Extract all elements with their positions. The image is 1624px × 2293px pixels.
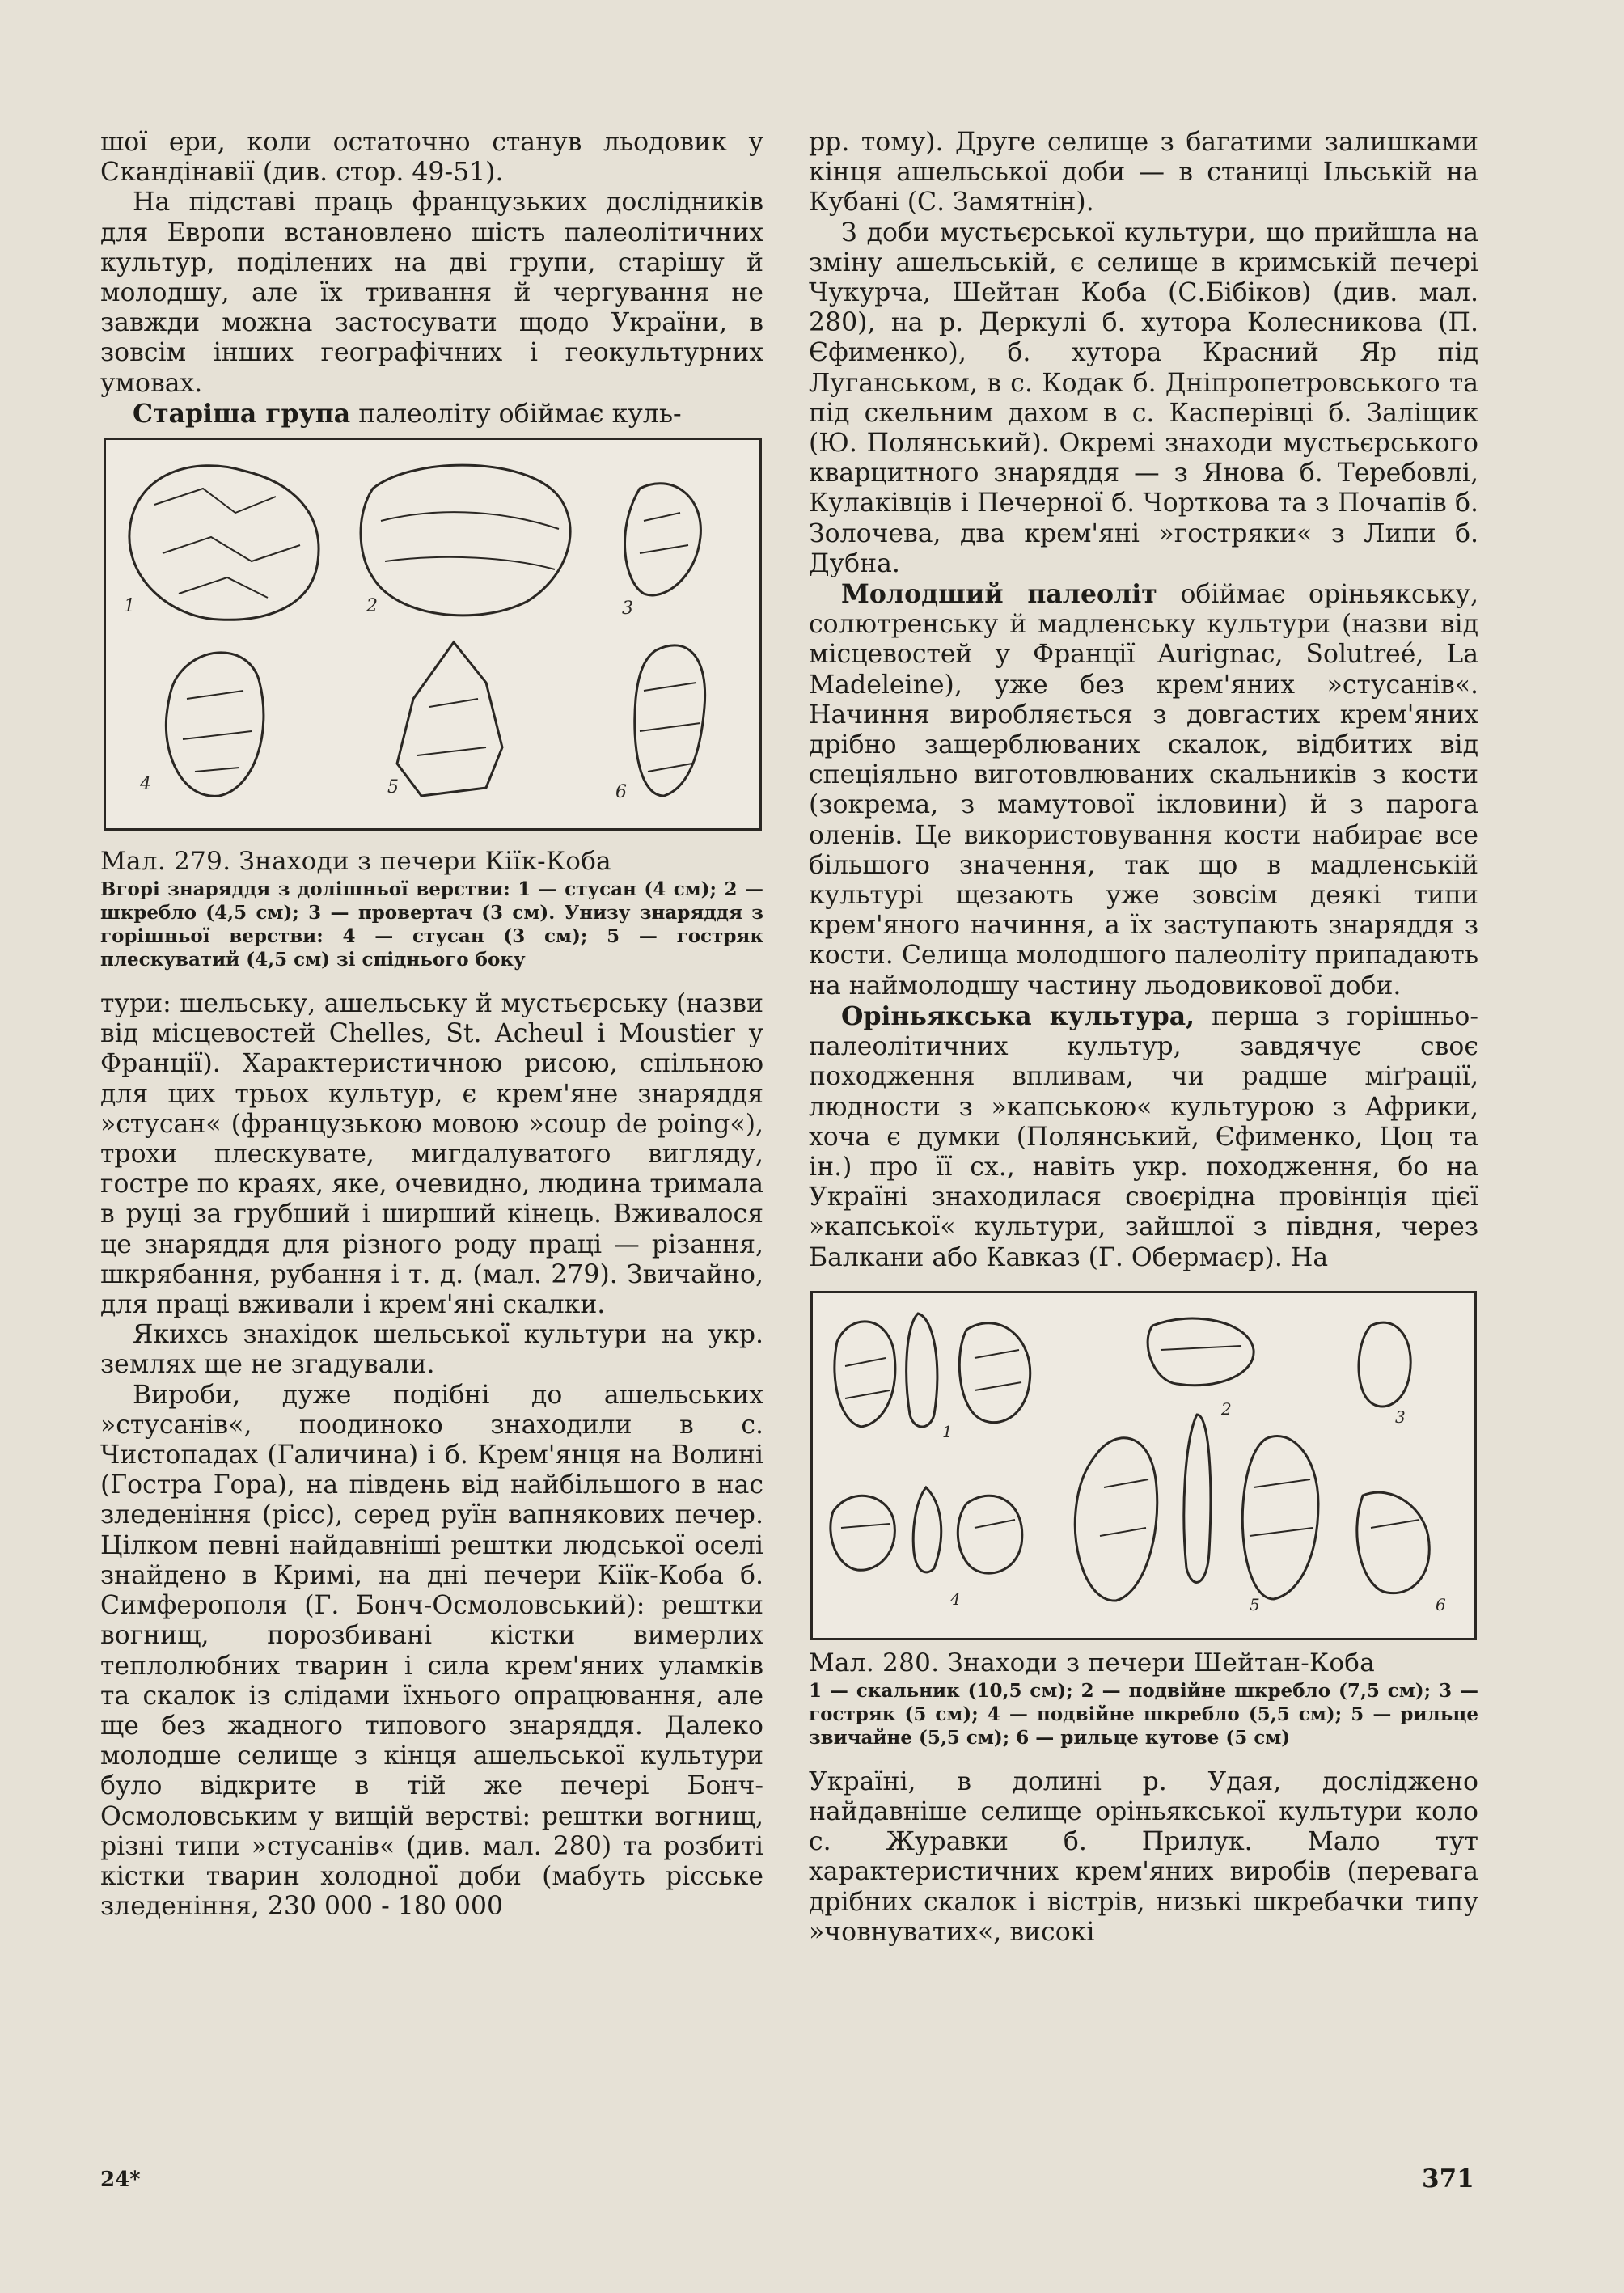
flint-tool-5a [1075,1438,1157,1601]
flint-tool-4b [913,1487,941,1572]
flint-tool-6 [635,645,705,796]
flint-tool-1c [959,1323,1030,1423]
figure-label: 6 [615,782,627,803]
paragraph [809,579,1478,1001]
paragraph: Якихсь знахідок шельської культури на укр. землях ще не згадували. [100,1320,763,1380]
paragraph-text: перша з горішньо-палеолітичних культур, завдячує своє походження впливам, чи радше міґрації, людности з »капською« культурою з Африки, хоча є думки (Полянський, Єфименко, Цоц та ін.) про її сх., навіть укр. походження, бо на Україні знаходилася своєрідна провінція цієї »капської« культури, зайшлої з півдня, через Балкани або Кавказ (Г. Обермаєр). На [809,1001,1478,1272]
figure-label: 2 [1221,1398,1232,1419]
flint-tool-6 [1357,1492,1429,1593]
page-number: 371 [1422,2164,1474,2194]
paragraph: шої ери, коли остаточно станув льодовик у Скандінавії (див. стор. 49-51). [100,128,763,188]
paragraph-text: обіймає оріньякську, солютренську й мадленську культури (назви від місцевостей у Франції Aurignac, Solutreé, La Madeleine), уже без крем'яних »стусанів«. Начиння виробляється з довгастих крем'яних дрібно защерблюваних скалок, відбитих від спеціяльно виготовлюваних скальників з кости (зокрема, з мамутової ікловини) й з парога оленів. Це використовування кости набирає все більшого значення, так що в мадленській культурі щезають уже зовсім деякі типи крем'яного начиння, а їх заступають знаряддя з кости. Селища молодшого палеоліту припадають на наймолодшу частину льодовикової доби. [809,580,1478,1001]
section-lead: Молодший палеоліт [841,579,1157,610]
flint-tool-2 [1148,1318,1254,1386]
figure-279 [104,438,762,831]
paragraph: На підставі праць французьких дослідників для Европи встановлено шість палеолітичних культур, поділених на дві групи, старішу й молодшу, але їх тривання й чергування не завжди можна застосувати щодо України, в зовсім інших географічних і геокультурних умовах. [100,188,763,398]
flint-tool-1a [835,1322,895,1427]
figure-label: 2 [366,596,378,617]
figure-label: 4 [140,774,151,795]
paragraph: тури: шельську, ашельську й мустьєрську (назви від місцевостей Chelles, St. Acheul і Moustier у Франції). Характеристичною рисою, спільною для цих трьох культур, є крем'яне знаряддя »стусан« (французькою мовою »coup de poing«), трохи плескувате, мигдалуватого вигляду, гостре по краях, яке, очевидно, людина тримала в руці за грубший і ширший кінець. Вживалося це знаряддя для різного роду праці — різання, шкрябання, рубання і т. д. (мал. 279). Звичайно, для праці вживали і крем'яні скалки. [100,989,763,1320]
flint-tool-2 [361,465,570,616]
figure-label: 5 [1250,1594,1260,1614]
figure-label: 4 [950,1589,961,1609]
figure-280 [810,1291,1477,1640]
paragraph: Вироби, дуже подібні до ашельських »стусанів«, поодиноко знаходили в с. Чистопадах (Галичина) і б. Крем'янця на Волині (Гостра Гора), на південь від найбільшого в нас зледеніння (рісс), серед руїн вапнякових печер. Цілком певні найдавніші рештки людської оселі знайдено в Кримі, на дні печери Кіїк-Коба б. Симферополя (Г. Бонч-Осмоловський): рештки вогнищ, порозбивані кістки вимерлих теплолюбних тварин і сила крем'яних уламків та скалок із слідами їхнього опрацювання, але ще без жадного типового знаряддя. Далеко молодше селище з кінця ашельської культури було відкрите в тій же печері Бонч-Осмоловським у вищій верстві: рештки вогнищ, різні типи »стусанів« (див. мал. 280) та розбиті кістки тварин холодної доби (мабуть рісське зледеніння, 230 000 - 180 000 [100,1380,763,1922]
figure-label: 6 [1436,1594,1446,1614]
figure-label: 1 [124,596,135,617]
figure-label: 1 [942,1421,953,1441]
figure-caption-text: 1 — скальник (10,5 см); 2 — подвійне шкребло (7,5 см); 3 — гостряк (5 см); 4 — подвійне шкребло (5,5 см); 5 — рильце звичайне (5,5 см); 6 — рильце кутове (5 см) [809,1679,1478,1749]
figure-279-drawing [106,440,759,828]
figure-279-caption [100,847,763,971]
figure-label: 3 [622,599,633,620]
left-column [100,128,763,1922]
flint-tool-1 [129,466,319,620]
figure-label: 3 [1395,1407,1406,1427]
figure-280-drawing [813,1293,1474,1638]
figure-label: 5 [387,777,399,798]
flint-tool-4 [166,653,264,796]
paragraph-text: палеоліту обіймає куль- [350,399,682,429]
flint-tool-3 [624,484,700,595]
flint-tool-4c [958,1496,1021,1573]
paragraph: рр. тому). Друге селище з багатими залишками кінця ашельської доби — в станиці Ільській на Кубані (С. Замятнін). [809,128,1478,218]
flint-tool-5c [1242,1436,1318,1598]
flint-tool-3 [1359,1322,1410,1407]
paragraph: З доби мустьєрської культури, що прийшла на зміну ашельській, є селище в кримській печері Чукурча, Шейтан Коба (С.Бібіков) (див. мал. 280), на р. Деркулі б. хутора Колесникова (П. Єфименко), б. хутора Красний Яр під Луганськом, в с. Кодак б. Дніпропетровського та під скельним дахом в с. Касперівці б. Заліщик (Ю. Полянський). Окремі знаходи мустьєрського кварцитного знаряддя — з Янова б. Теребовлі, Кулаківців і Печерної б. Чорткова та з Почапів б. Золочева, два крем'яні »гостряки« з Липи б. Дубна. [809,218,1478,578]
right-column [809,128,1478,1948]
printer-signature: 24* [100,2168,141,2192]
figure-title: Мал. 279. Знаходи з печери Кіїк-Коба [100,847,611,877]
section-lead: Старіша група [133,398,351,429]
flint-tool-4a [831,1496,895,1570]
figure-title: Мал. 280. Знаходи з печери Шейтан-Коба [809,1648,1376,1677]
section-lead: Оріньякська культура, [841,1001,1195,1031]
flint-tool-5b [1184,1415,1211,1582]
paragraph: Україні, в долині р. Удая, досліджено найдавніше селище оріньякської культури коло с. Журавки б. Прилук. Мало тут характеристичних крем'яних виробів (перевага дрібних скалок і вістрів, низькі шкребачки типу »човнуватих«, високі [809,1766,1478,1947]
figure-caption-text: Вгорі знаряддя з долішньої верстви: 1 — стусан (4 см); 2 — шкребло (4,5 см); 3 — провертач (3 см). Унизу знаряддя з горішньої верстви: 4 — стусан (3 см); 5 — гостряк плескуватий (4,5 см) зі спіднього боку [100,878,763,971]
flint-tool-5 [397,642,502,796]
paragraph [809,1001,1478,1273]
paragraph [100,399,763,429]
flint-tool-1b [907,1314,937,1427]
figure-280-caption [809,1648,1478,1749]
